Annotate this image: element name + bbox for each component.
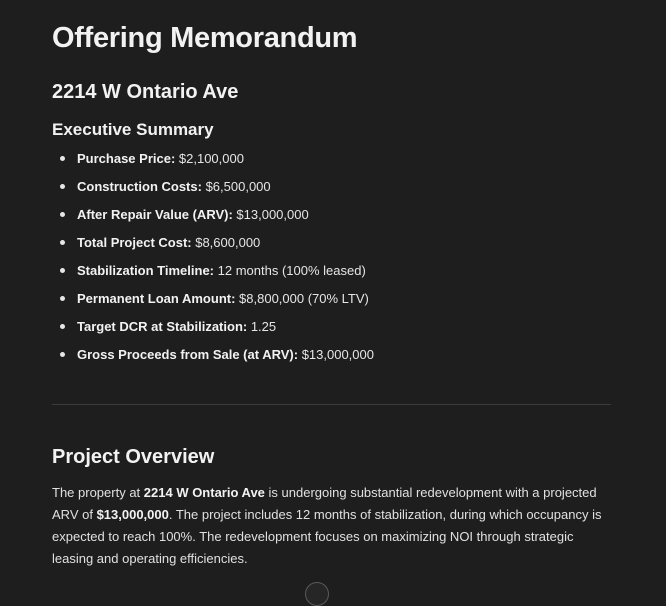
overview-text-part: The property at xyxy=(52,485,144,500)
overview-text-part: is undergoing substantial redevelopment with a projected ARV of xyxy=(52,485,597,522)
summary-item-value: $6,500,000 xyxy=(201,179,271,194)
summary-item-stabilization-timeline xyxy=(52,262,612,290)
property-address-heading: 2214 W Ontario Ave xyxy=(52,81,239,103)
bullet-icon xyxy=(60,240,65,245)
bullet-icon xyxy=(60,324,65,329)
overview-text-part: . The project includes 12 months of stabilization, during which occupancy is expected to reach 100%. The redevelopment focuses on maximizing NOI through strategic leasing and operating efficiencies. xyxy=(52,507,602,566)
document-title: Offering Memorandum xyxy=(52,22,358,54)
summary-item-value: $2,100,000 xyxy=(175,151,244,166)
summary-item-gross-proceeds xyxy=(52,346,612,374)
summary-item-purchase-price xyxy=(52,150,612,178)
summary-item-value: 12 months (100% leased) xyxy=(214,263,366,278)
summary-item-label: Construction Costs: xyxy=(77,179,202,194)
bullet-icon xyxy=(60,212,65,217)
executive-summary-heading: Executive Summary xyxy=(52,120,214,139)
overview-bold-address: 2214 W Ontario Ave xyxy=(143,485,265,500)
bullet-icon xyxy=(60,268,65,273)
summary-item-value: 1.25 xyxy=(247,319,277,334)
overview-bold-arv: $13,000,000 xyxy=(96,507,169,522)
bullet-icon xyxy=(60,184,65,189)
project-overview-paragraph xyxy=(52,482,617,570)
summary-item-value: $13,000,000 xyxy=(232,207,309,222)
bullet-icon xyxy=(60,296,65,301)
scroll-down-button[interactable] xyxy=(305,582,329,606)
bullet-icon xyxy=(60,156,65,161)
summary-item-value: $8,800,000 (70% LTV) xyxy=(235,291,369,306)
executive-summary-list xyxy=(52,150,612,374)
summary-item-label: Purchase Price: xyxy=(77,151,176,166)
summary-item-total-project-cost xyxy=(52,234,612,262)
summary-item-label: Total Project Cost: xyxy=(77,235,192,250)
summary-item-permanent-loan xyxy=(52,290,612,318)
summary-item-value: $8,600,000 xyxy=(191,235,261,250)
section-divider xyxy=(52,404,611,405)
summary-item-label: Permanent Loan Amount: xyxy=(77,291,236,306)
summary-item-label: Gross Proceeds from Sale (at ARV): xyxy=(77,347,299,362)
summary-item-arv xyxy=(52,206,612,234)
summary-item-value: $13,000,000 xyxy=(298,347,374,362)
summary-item-label: After Repair Value (ARV): xyxy=(77,207,233,222)
summary-item-label: Stabilization Timeline: xyxy=(77,263,215,278)
summary-item-target-dcr xyxy=(52,318,612,346)
summary-item-label: Target DCR at Stabilization: xyxy=(77,319,248,334)
project-overview-heading: Project Overview xyxy=(52,446,215,468)
summary-item-construction-costs xyxy=(52,178,612,206)
bullet-icon xyxy=(60,352,65,357)
